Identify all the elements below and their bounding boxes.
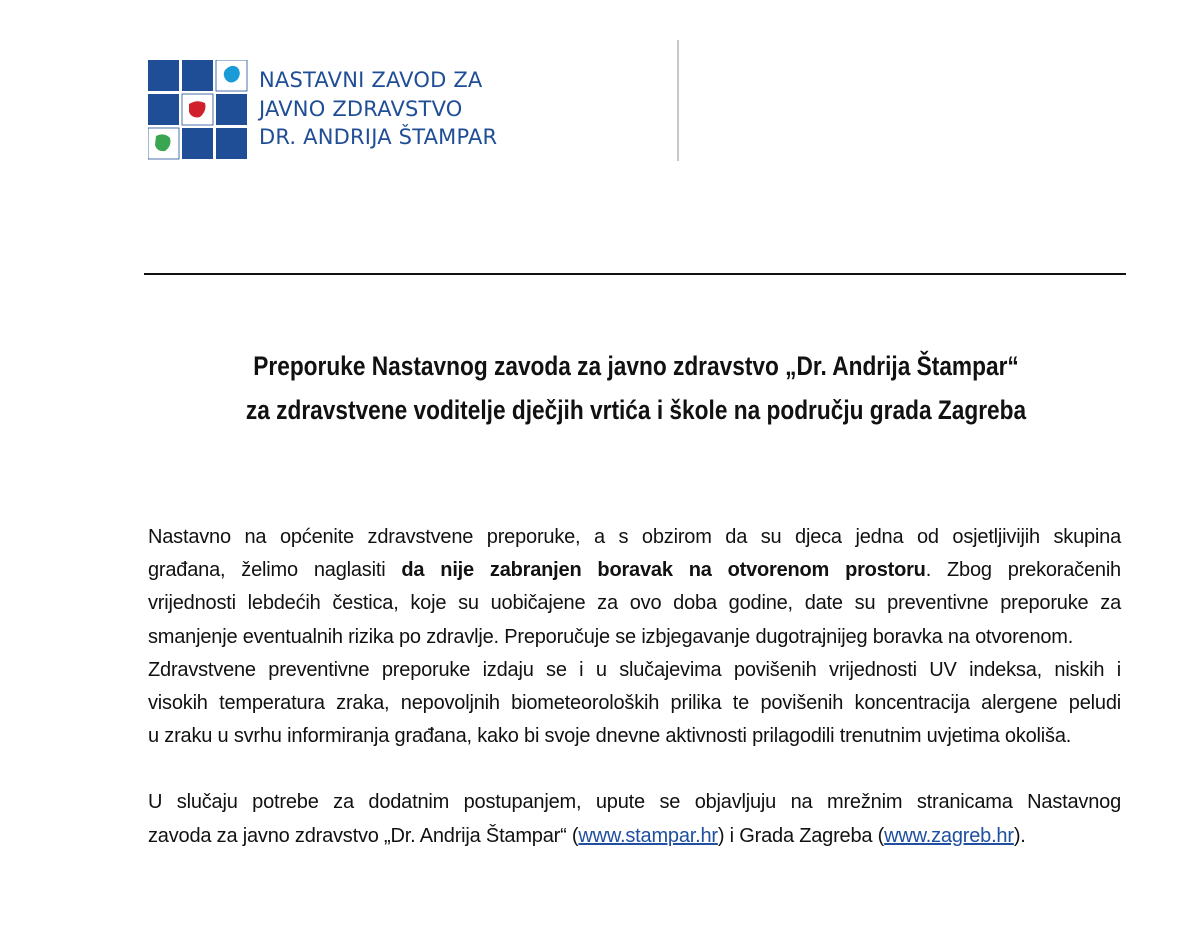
title-line-1: Preporuke Nastavnog zavoda za javno zdravstvo „Dr. Andrija Štampar“: [253, 351, 1019, 381]
emphasis-text: da nije zabranjen boravak na otvorenom prostoru: [401, 559, 926, 582]
p1-line-2-end: . Zbog prekoračenih: [925, 559, 1121, 582]
p1-line-3: vrijednosti lebdećih čestica, koje su uobičajene za ovo doba godine, date su preventivne preporuke za: [148, 592, 1121, 615]
p2-line-2-start: zavoda za javno zdravstvo „Dr. Andrija Štampar“ (: [148, 824, 579, 847]
title-line-2: za zdravstvene voditelje dječjih vrtića i škole na području grada Zagreba: [245, 395, 1027, 425]
zagreb-link[interactable]: www.zagreb.hr: [884, 824, 1014, 847]
p1-line-6: visokih temperatura zraka, nepovoljnih biometeoroloških prilika te povišenih koncentracija alergene peludi: [148, 692, 1121, 715]
logo-line-1: NASTAVNI ZAVOD ZA: [259, 68, 483, 92]
p2-line-2-mid: ) i Grada Zagreba (: [717, 824, 885, 847]
p2-line-1: U slučaju potrebe za dodatnim postupanjem, upute se objavljuju na mrežnim stranicama Nastavnog: [148, 791, 1121, 814]
p2-line-2: [148, 820, 1121, 853]
p1-line-5: Zdravstvene preventivne preporuke izdaju se i u slučajevima povišenih vrijednosti UV indeksa, niskih i: [148, 658, 1121, 681]
logo-text: [259, 66, 497, 152]
institute-logo: [148, 60, 568, 162]
p1-line-2: [148, 554, 1121, 587]
p1-line-7: u zraku u svrhu informiranja građana, kako bi svoje dnevne aktivnosti prilagodili trenutnim uvjetima okoliša.: [148, 725, 1072, 748]
document-body: [148, 521, 1121, 853]
stampar-link[interactable]: www.stampar.hr: [578, 824, 718, 847]
p2-line-2-end: ).: [1013, 824, 1026, 847]
paragraph-2: [148, 786, 1121, 852]
p1-line-4: smanjenje eventualnih rizika po zdravlje. Preporučuje se izbjegavanje dugotrajnijeg boravka na otvorenom.: [148, 625, 1074, 648]
logo-line-2: JAVNO ZDRAVSTVO: [259, 96, 463, 121]
logo-grid-icon: [148, 60, 248, 160]
document-title: [219, 344, 1052, 432]
paragraph-1: [148, 521, 1121, 753]
p1-line-2-start: građana, želimo naglasiti: [148, 559, 402, 582]
p1-line-1: Nastavno na općenite zdravstvene preporuke, a s obzirom da su djeca jedna od osjetljivijih skupina: [148, 526, 1121, 548]
header-horizontal-rule: [144, 273, 1126, 275]
header-vertical-divider: [677, 40, 679, 161]
logo-line-3: DR. ANDRIJA ŠTAMPAR: [259, 125, 498, 149]
